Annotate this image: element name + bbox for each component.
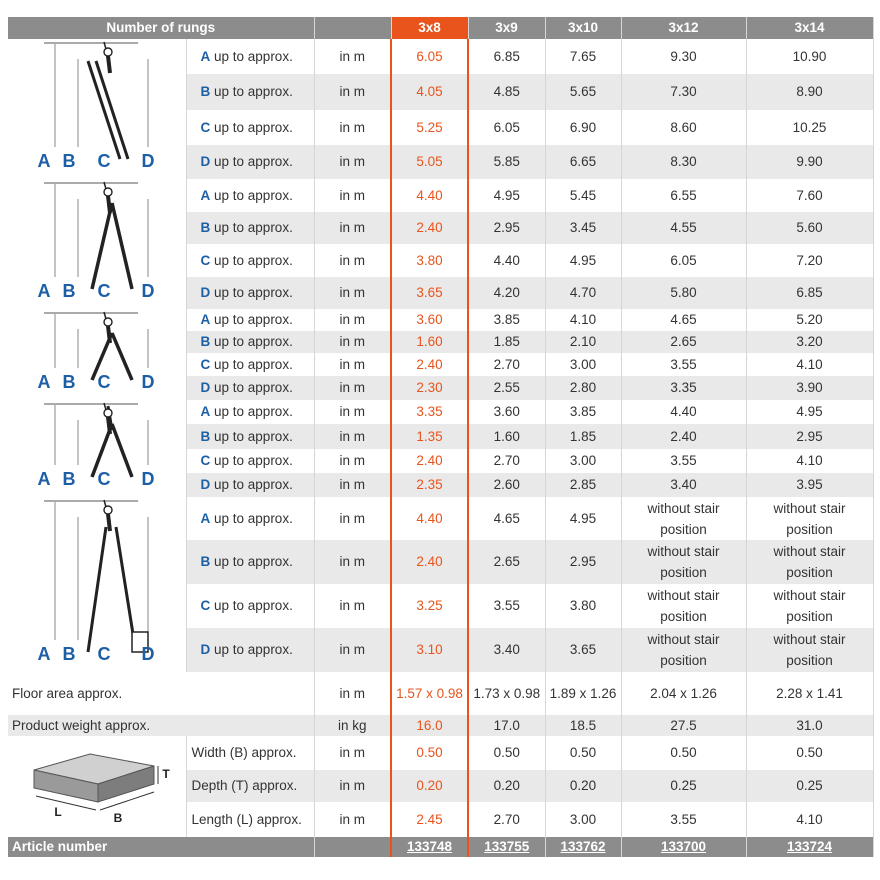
ladder-value-3: 7.30 bbox=[621, 74, 746, 110]
svg-text:A: A bbox=[37, 644, 51, 664]
package-figure-cell bbox=[8, 736, 186, 837]
ladder-value-0: 2.40 bbox=[391, 353, 468, 376]
article-link-2[interactable]: 133762 bbox=[560, 839, 606, 854]
ladder-value-3: 6.05 bbox=[621, 244, 746, 277]
measure-letter: A bbox=[200, 312, 211, 327]
ladder-value-1: 2.70 bbox=[468, 449, 545, 473]
measure-letter: B bbox=[200, 334, 211, 349]
measure-label bbox=[186, 331, 314, 353]
ladder-value-0: 5.25 bbox=[391, 110, 468, 145]
ladder-value-3: 2.65 bbox=[621, 331, 746, 353]
unit-cell: in m bbox=[314, 309, 391, 331]
measure-text: up to approx. bbox=[214, 642, 293, 657]
measure-label bbox=[186, 145, 314, 179]
measure-text: up to approx. bbox=[214, 477, 293, 492]
measure-label bbox=[186, 400, 314, 424]
ladder-value-0: 4.40 bbox=[391, 497, 468, 540]
weight-value-3: 27.5 bbox=[621, 715, 746, 736]
measure-letter: D bbox=[200, 477, 211, 492]
unit-cell: in m bbox=[314, 449, 391, 473]
ladder-value-1: 2.55 bbox=[468, 376, 545, 400]
article-cell bbox=[545, 837, 621, 857]
ladder-value-3: 9.30 bbox=[621, 39, 746, 74]
ladder-value-4: without stair position bbox=[746, 628, 873, 672]
dimension-value-4: 0.25 bbox=[746, 770, 873, 802]
measure-label bbox=[186, 376, 314, 400]
ladder-value-0: 3.80 bbox=[391, 244, 468, 277]
header-col-1: 3x9 bbox=[468, 17, 545, 39]
ladder-value-2: 3.85 bbox=[545, 400, 621, 424]
svg-text:B: B bbox=[62, 469, 76, 489]
ladder-value-2: 2.85 bbox=[545, 473, 621, 497]
ladder-value-3: 3.40 bbox=[621, 473, 746, 497]
weight-value-2: 18.5 bbox=[545, 715, 621, 736]
ladder-figure-cell bbox=[8, 179, 186, 309]
measure-text: up to approx. bbox=[214, 453, 293, 468]
measure-label bbox=[186, 309, 314, 331]
ladder-value-3: without stair position bbox=[621, 497, 746, 540]
measure-letter: B bbox=[200, 554, 211, 569]
ladder-row bbox=[8, 497, 873, 540]
floor-area-row bbox=[8, 672, 873, 715]
measure-label bbox=[186, 74, 314, 110]
ladder-value-0: 3.10 bbox=[391, 628, 468, 672]
ladder-value-0: 2.35 bbox=[391, 473, 468, 497]
measure-label bbox=[186, 179, 314, 212]
ladder-value-2: 5.45 bbox=[545, 179, 621, 212]
ladder-figure-cell bbox=[8, 400, 186, 497]
unit-cell: in m bbox=[314, 802, 391, 837]
measure-text: up to approx. bbox=[214, 119, 293, 135]
ladder-value-0: 4.05 bbox=[391, 74, 468, 110]
ladder-value-3: 3.55 bbox=[621, 353, 746, 376]
ladder-value-2: 3.00 bbox=[545, 353, 621, 376]
ladder-value-2: 4.95 bbox=[545, 497, 621, 540]
ladder-value-3: without stair position bbox=[621, 540, 746, 584]
measure-label bbox=[186, 277, 314, 309]
dimension-value-4: 0.50 bbox=[746, 736, 873, 770]
unit-cell: in m bbox=[314, 473, 391, 497]
svg-text:A: A bbox=[37, 372, 51, 392]
measure-letter: C bbox=[200, 252, 211, 268]
unit-cell: in m bbox=[314, 736, 391, 770]
svg-text:A: A bbox=[37, 281, 51, 301]
ladder-value-2: 4.95 bbox=[545, 244, 621, 277]
ladder-value-1: 4.20 bbox=[468, 277, 545, 309]
svg-text:B: B bbox=[62, 644, 76, 664]
ladder-value-4: 3.90 bbox=[746, 376, 873, 400]
ladder-value-0: 1.60 bbox=[391, 331, 468, 353]
ladder-value-0: 3.60 bbox=[391, 309, 468, 331]
svg-text:D: D bbox=[141, 644, 155, 664]
measure-label bbox=[186, 212, 314, 244]
measure-label bbox=[186, 110, 314, 145]
ladder-value-1: 2.70 bbox=[468, 353, 545, 376]
ladder-value-4: 4.10 bbox=[746, 449, 873, 473]
dimension-value-1: 2.70 bbox=[468, 802, 545, 837]
ladder-value-0: 2.30 bbox=[391, 376, 468, 400]
dimension-value-0: 2.45 bbox=[391, 802, 468, 837]
unit-cell: in m bbox=[314, 672, 391, 715]
weight-value-1: 17.0 bbox=[468, 715, 545, 736]
measure-text: up to approx. bbox=[214, 404, 293, 419]
unit-cell: in kg bbox=[314, 715, 391, 736]
measure-letter: A bbox=[200, 187, 211, 203]
ladder-row bbox=[8, 400, 873, 424]
svg-text:B: B bbox=[62, 281, 76, 301]
article-link-3[interactable]: 133700 bbox=[660, 839, 707, 854]
ladder-value-4: 2.95 bbox=[746, 424, 873, 449]
header-col-4: 3x14 bbox=[746, 17, 873, 39]
header-col-3: 3x12 bbox=[621, 17, 746, 39]
ladder-value-2: 6.65 bbox=[545, 145, 621, 179]
measure-letter: D bbox=[200, 285, 211, 300]
ladder-figure-cell bbox=[8, 39, 186, 179]
unit-cell: in m bbox=[314, 110, 391, 145]
ladder-value-4: 8.90 bbox=[746, 74, 873, 110]
ladder-value-3: without stair position bbox=[621, 584, 746, 628]
measure-text: up to approx. bbox=[214, 252, 293, 268]
measure-letter: C bbox=[200, 119, 211, 135]
floor-area-value-4: 2.28 x 1.41 bbox=[746, 672, 873, 715]
ladder-value-0: 6.05 bbox=[391, 39, 468, 74]
ladder-value-4: 7.20 bbox=[746, 244, 873, 277]
ladder-value-4: 10.25 bbox=[746, 110, 873, 145]
ladder-value-0: 4.40 bbox=[391, 179, 468, 212]
weight-value-4: 31.0 bbox=[746, 715, 873, 736]
ladder-value-4: without stair position bbox=[746, 540, 873, 584]
measure-label bbox=[186, 628, 314, 672]
stair-position-icon bbox=[8, 497, 186, 672]
ladder-value-2: 2.80 bbox=[545, 376, 621, 400]
ladder-value-3: 4.40 bbox=[621, 400, 746, 424]
dimension-label: Width (B) approx. bbox=[186, 736, 314, 770]
ladder-value-3: 3.55 bbox=[621, 449, 746, 473]
ladder-value-0: 3.35 bbox=[391, 400, 468, 424]
floor-area-value-1: 1.73 x 0.98 bbox=[468, 672, 545, 715]
svg-text:C: C bbox=[97, 644, 111, 664]
ladder-value-2: 3.00 bbox=[545, 449, 621, 473]
measure-text: up to approx. bbox=[214, 510, 293, 526]
ladder-row bbox=[8, 179, 873, 212]
header-row bbox=[8, 17, 873, 39]
ladder-value-0: 1.35 bbox=[391, 424, 468, 449]
ladder-value-2: 4.10 bbox=[545, 309, 621, 331]
unit-cell: in m bbox=[314, 497, 391, 540]
article-cell bbox=[746, 837, 873, 857]
measure-letter: D bbox=[200, 642, 211, 657]
article-cell bbox=[468, 837, 545, 857]
measure-label bbox=[186, 584, 314, 628]
ladder-value-2: 2.10 bbox=[545, 331, 621, 353]
dimension-value-1: 0.20 bbox=[468, 770, 545, 802]
svg-text:C: C bbox=[97, 469, 111, 489]
measure-text: up to approx. bbox=[214, 334, 293, 349]
weight-value-0: 16.0 bbox=[391, 715, 468, 736]
ladder-value-1: 1.60 bbox=[468, 424, 545, 449]
measure-label bbox=[186, 497, 314, 540]
stepladder-extended-icon bbox=[8, 179, 186, 309]
unit-cell: in m bbox=[314, 584, 391, 628]
ladder-value-2: 3.65 bbox=[545, 628, 621, 672]
measure-letter: C bbox=[200, 598, 211, 613]
unit-cell: in m bbox=[314, 212, 391, 244]
dimension-value-0: 0.50 bbox=[391, 736, 468, 770]
measure-letter: C bbox=[200, 453, 211, 468]
svg-text:C: C bbox=[97, 151, 111, 171]
ladder-value-4: 9.90 bbox=[746, 145, 873, 179]
measure-letter: A bbox=[200, 510, 211, 526]
article-link-1[interactable]: 133755 bbox=[484, 839, 530, 854]
article-spacer bbox=[314, 837, 391, 857]
leaning-ladder-icon bbox=[8, 39, 186, 179]
dimension-row bbox=[8, 736, 873, 770]
measure-label bbox=[186, 473, 314, 497]
svg-text:C: C bbox=[97, 281, 111, 301]
measure-text: up to approx. bbox=[214, 428, 293, 444]
ladder-row bbox=[8, 309, 873, 331]
measure-label bbox=[186, 244, 314, 277]
ladder-value-1: 4.40 bbox=[468, 244, 545, 277]
measure-label bbox=[186, 353, 314, 376]
measure-letter: D bbox=[200, 154, 211, 169]
ladder-value-2: 6.90 bbox=[545, 110, 621, 145]
ladder-value-2: 4.70 bbox=[545, 277, 621, 309]
measure-text: up to approx. bbox=[214, 285, 293, 300]
ladder-value-0: 3.25 bbox=[391, 584, 468, 628]
header-rungs-label: Number of rungs bbox=[8, 17, 314, 39]
ladder-value-2: 3.45 bbox=[545, 212, 621, 244]
unit-cell: in m bbox=[314, 277, 391, 309]
svg-text:B: B bbox=[62, 151, 76, 171]
measure-text: up to approx. bbox=[214, 187, 293, 203]
ladder-value-1: 4.85 bbox=[468, 74, 545, 110]
ladder-row bbox=[8, 39, 873, 74]
measure-letter: B bbox=[200, 428, 211, 444]
ladder-value-2: 1.85 bbox=[545, 424, 621, 449]
unit-cell: in m bbox=[314, 39, 391, 74]
ladder-figure-cell bbox=[8, 309, 186, 400]
ladder-value-3: 8.30 bbox=[621, 145, 746, 179]
measure-label bbox=[186, 39, 314, 74]
header-spacer bbox=[314, 17, 391, 39]
stepladder-with-extension-icon bbox=[8, 400, 186, 497]
ladder-value-1: 1.85 bbox=[468, 331, 545, 353]
measure-letter: A bbox=[200, 404, 211, 419]
measure-text: up to approx. bbox=[214, 554, 293, 569]
measure-text: up to approx. bbox=[214, 48, 293, 64]
ladder-value-1: 3.55 bbox=[468, 584, 545, 628]
ladder-value-4: 4.95 bbox=[746, 400, 873, 424]
dimension-value-2: 0.20 bbox=[545, 770, 621, 802]
measure-text: up to approx. bbox=[214, 598, 293, 613]
measure-text: up to approx. bbox=[214, 220, 293, 235]
dimension-value-3: 0.50 bbox=[621, 736, 746, 770]
svg-text:T: T bbox=[162, 767, 170, 781]
measure-label bbox=[186, 540, 314, 584]
ladder-value-1: 5.85 bbox=[468, 145, 545, 179]
dimension-label: Depth (T) approx. bbox=[186, 770, 314, 802]
ladder-value-4: 10.90 bbox=[746, 39, 873, 74]
svg-text:A: A bbox=[37, 469, 51, 489]
header-col-2: 3x10 bbox=[545, 17, 621, 39]
svg-text:B: B bbox=[62, 372, 76, 392]
dimension-value-3: 0.25 bbox=[621, 770, 746, 802]
ladder-value-3: 4.55 bbox=[621, 212, 746, 244]
unit-cell: in m bbox=[314, 628, 391, 672]
ladder-value-4: 5.20 bbox=[746, 309, 873, 331]
unit-cell: in m bbox=[314, 540, 391, 584]
package-box-icon bbox=[8, 736, 186, 837]
ladder-value-2: 3.80 bbox=[545, 584, 621, 628]
article-link-0[interactable]: 133748 bbox=[406, 839, 453, 854]
ladder-value-4: 5.60 bbox=[746, 212, 873, 244]
unit-cell: in m bbox=[314, 145, 391, 179]
ladder-value-4: 7.60 bbox=[746, 179, 873, 212]
ladder-value-3: 2.40 bbox=[621, 424, 746, 449]
svg-text:A: A bbox=[37, 151, 51, 171]
ladder-value-4: without stair position bbox=[746, 497, 873, 540]
dimension-value-2: 0.50 bbox=[545, 736, 621, 770]
ladder-value-1: 4.95 bbox=[468, 179, 545, 212]
article-link-4[interactable]: 133724 bbox=[786, 839, 833, 854]
weight-label: Product weight approx. bbox=[8, 715, 314, 736]
dimension-value-3: 3.55 bbox=[621, 802, 746, 837]
unit-cell: in m bbox=[314, 376, 391, 400]
ladder-value-1: 2.95 bbox=[468, 212, 545, 244]
header-col-0: 3x8 bbox=[391, 17, 468, 39]
ladder-value-2: 7.65 bbox=[545, 39, 621, 74]
svg-text:B: B bbox=[113, 811, 123, 825]
ladder-figure-cell bbox=[8, 497, 186, 672]
ladder-value-1: 6.85 bbox=[468, 39, 545, 74]
svg-text:D: D bbox=[141, 151, 155, 171]
measure-letter: B bbox=[200, 84, 211, 99]
measure-letter: B bbox=[200, 220, 211, 235]
unit-cell: in m bbox=[314, 331, 391, 353]
measure-text: up to approx. bbox=[214, 154, 293, 169]
unit-cell: in m bbox=[314, 424, 391, 449]
svg-text:D: D bbox=[141, 372, 155, 392]
floor-area-label: Floor area approx. bbox=[8, 672, 314, 715]
ladder-value-3: 3.35 bbox=[621, 376, 746, 400]
ladder-value-1: 3.85 bbox=[468, 309, 545, 331]
ladder-value-0: 3.65 bbox=[391, 277, 468, 309]
ladder-value-4: without stair position bbox=[746, 584, 873, 628]
unit-cell: in m bbox=[314, 400, 391, 424]
ladder-value-2: 5.65 bbox=[545, 74, 621, 110]
dimension-value-0: 0.20 bbox=[391, 770, 468, 802]
ladder-value-2: 2.95 bbox=[545, 540, 621, 584]
ladder-value-3: 4.65 bbox=[621, 309, 746, 331]
ladder-value-3: without stair position bbox=[621, 628, 746, 672]
article-cell bbox=[621, 837, 746, 857]
dimension-value-2: 3.00 bbox=[545, 802, 621, 837]
measure-label bbox=[186, 424, 314, 449]
measure-label bbox=[186, 449, 314, 473]
ladder-value-1: 3.40 bbox=[468, 628, 545, 672]
ladder-value-4: 3.95 bbox=[746, 473, 873, 497]
ladder-value-0: 2.40 bbox=[391, 212, 468, 244]
ladder-value-3: 6.55 bbox=[621, 179, 746, 212]
measure-letter: D bbox=[200, 380, 211, 395]
unit-cell: in m bbox=[314, 74, 391, 110]
ladder-value-0: 2.40 bbox=[391, 540, 468, 584]
unit-cell: in m bbox=[314, 244, 391, 277]
measure-text: up to approx. bbox=[214, 312, 293, 327]
measure-letter: A bbox=[200, 48, 211, 64]
article-label: Article number bbox=[8, 837, 314, 857]
floor-area-value-0: 1.57 x 0.98 bbox=[391, 672, 468, 715]
floor-area-value-2: 1.89 x 1.26 bbox=[545, 672, 621, 715]
ladder-specification-table bbox=[8, 17, 874, 857]
unit-cell: in m bbox=[314, 353, 391, 376]
svg-text:C: C bbox=[97, 372, 111, 392]
ladder-value-3: 8.60 bbox=[621, 110, 746, 145]
dimension-value-1: 0.50 bbox=[468, 736, 545, 770]
dimension-label: Length (L) approx. bbox=[186, 802, 314, 837]
ladder-value-1: 2.65 bbox=[468, 540, 545, 584]
measure-text: up to approx. bbox=[214, 356, 293, 372]
ladder-value-1: 6.05 bbox=[468, 110, 545, 145]
ladder-value-4: 6.85 bbox=[746, 277, 873, 309]
ladder-value-1: 3.60 bbox=[468, 400, 545, 424]
svg-text:D: D bbox=[141, 469, 155, 489]
svg-text:D: D bbox=[141, 281, 155, 301]
measure-letter: C bbox=[200, 356, 211, 372]
weight-row bbox=[8, 715, 873, 736]
unit-cell: in m bbox=[314, 770, 391, 802]
ladder-value-4: 3.20 bbox=[746, 331, 873, 353]
stepladder-icon bbox=[8, 309, 186, 400]
measure-text: up to approx. bbox=[214, 380, 293, 395]
floor-area-value-3: 2.04 x 1.26 bbox=[621, 672, 746, 715]
ladder-value-1: 2.60 bbox=[468, 473, 545, 497]
unit-cell: in m bbox=[314, 179, 391, 212]
specification-table-wrapper bbox=[8, 17, 873, 857]
ladder-value-3: 5.80 bbox=[621, 277, 746, 309]
article-cell bbox=[391, 837, 468, 857]
article-row bbox=[8, 837, 873, 857]
svg-text:L: L bbox=[54, 805, 62, 819]
ladder-value-1: 4.65 bbox=[468, 497, 545, 540]
measure-text: up to approx. bbox=[214, 84, 293, 99]
ladder-value-4: 4.10 bbox=[746, 353, 873, 376]
ladder-value-0: 2.40 bbox=[391, 449, 468, 473]
ladder-value-0: 5.05 bbox=[391, 145, 468, 179]
dimension-value-4: 4.10 bbox=[746, 802, 873, 837]
